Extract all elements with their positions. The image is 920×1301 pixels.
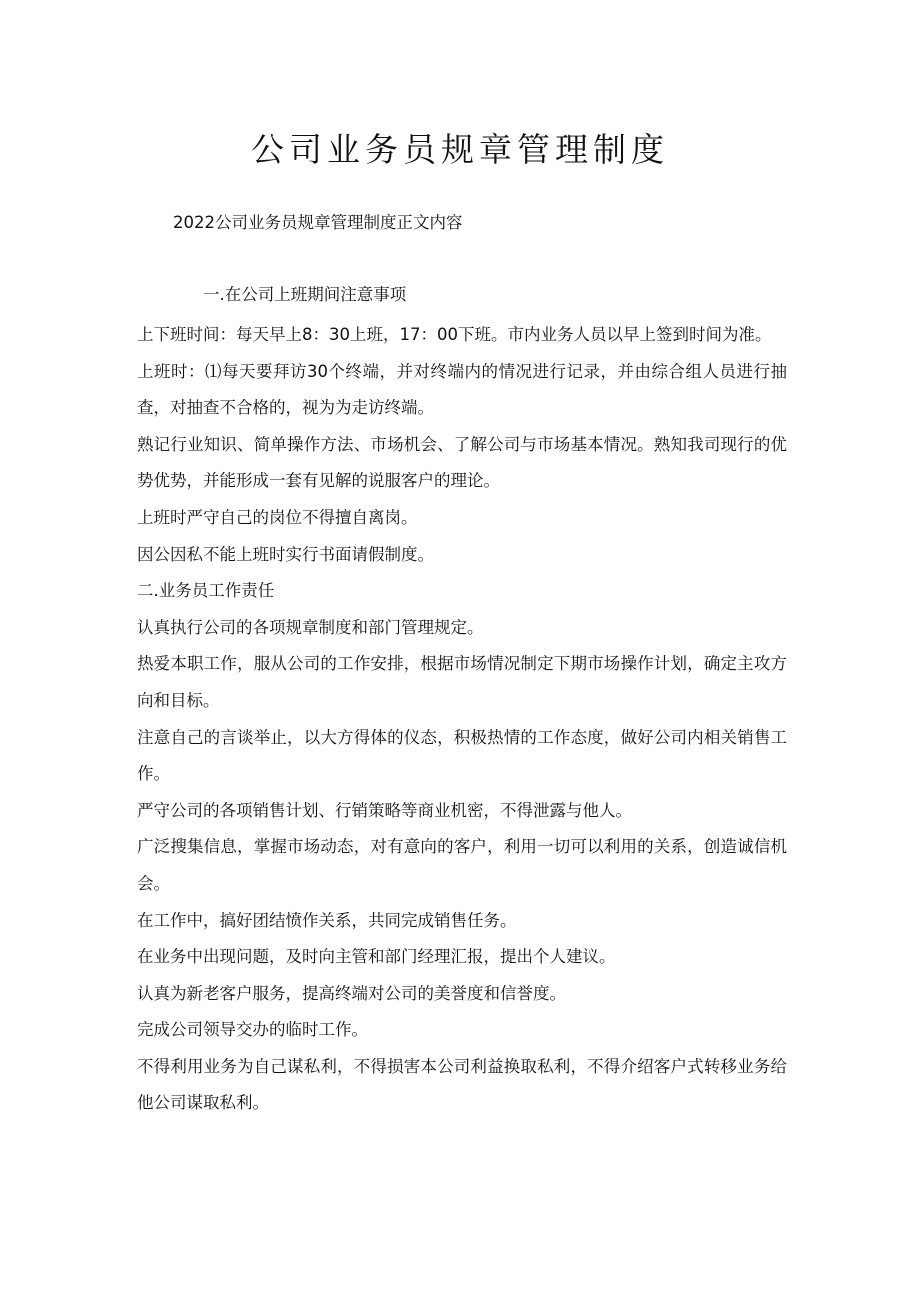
document-subtitle: 2022公司业务员规章管理制度正文内容 [173,213,463,232]
section-two-heading: 二.业务员工作责任 [137,581,275,601]
paragraph: 在工作中，搞好团结愤作关系，共同完成销售任务。 [137,910,517,930]
paragraph: 上班时：⑴每天要拜访30个终端，并对终端内的情况进行记录，并由综合组人员进行抽查，对抽查不合格的，视为为走访终端。 [137,361,787,418]
paragraph: 在业务中出现问题，及时向主管和部门经理汇报，提出个人建议。 [137,947,616,967]
paragraph: 认真为新老客户服务，提高终端对公司的美誉度和信誉度。 [137,983,566,1003]
section-one-heading: 一.在公司上班期间注意事项 [203,285,407,304]
paragraph: 不得利用业务为自己谋私利，不得损害本公司利益换取私利，不得介绍客户式转移业务给他公司谋取私利。 [137,1056,787,1113]
paragraph: 熟记行业知识、简单操作方法、市场机会、了解公司与市场基本情况。熟知我司现行的优势优势，并能形成一套有见解的说服客户的理论。 [137,434,787,491]
paragraph: 严守公司的各项销售计划、行销策略等商业机密，不得泄露与他人。 [137,800,632,820]
paragraph: 注意自己的言谈举止，以大方得体的仪态，积极热情的工作态度，做好公司内相关销售工作。 [137,727,787,784]
paragraph: 上班时严守自己的岗位不得擅自离岗。 [137,507,418,527]
paragraph: 热爱本职工作，服从公司的工作安排，根据市场情况制定下期市场操作计划，确定主攻方向和目标。 [137,654,787,710]
page-title: 公司业务员规章管理制度 [251,130,669,169]
document-body [137,317,787,1122]
paragraph: 认真执行公司的各项规章制度和部门管理规定。 [137,617,484,637]
paragraph: 广泛搜集信息，掌握市场动态，对有意向的客户，利用一切可以利用的关系，创造诚信机会。 [137,837,787,893]
paragraph: 上下班时间：每天早上8：30上班，17：00下班。市内业务人员以早上签到时间为准。 [137,325,772,344]
paragraph: 因公因私不能上班时实行书面请假制度。 [137,544,434,564]
paragraph: 完成公司领导交办的临时工作。 [137,1020,368,1040]
